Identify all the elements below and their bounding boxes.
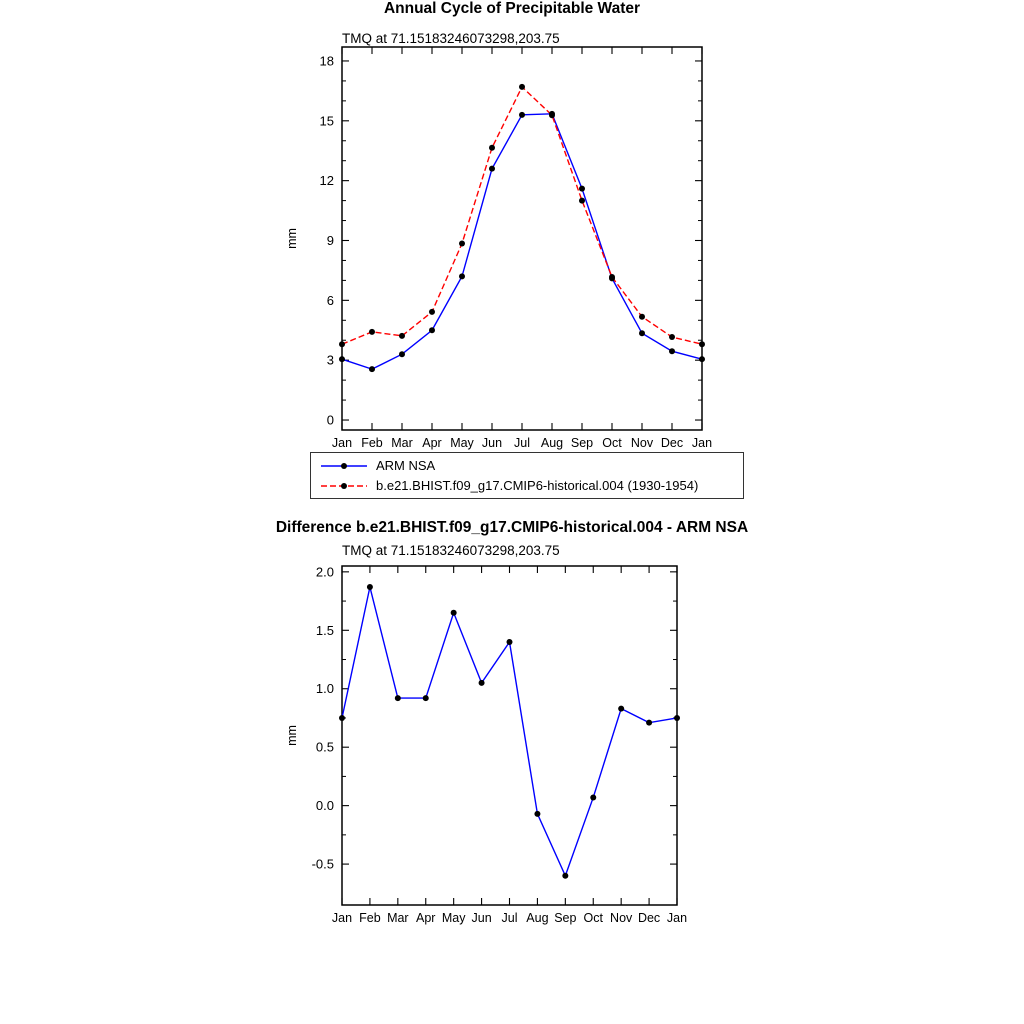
svg-text:0: 0	[326, 412, 334, 428]
difference-plot	[280, 558, 720, 933]
y-axis-label: mm	[285, 725, 299, 746]
legend	[310, 452, 744, 499]
legend-row-model	[319, 477, 735, 494]
x-axis	[332, 47, 712, 450]
svg-text:Jan: Jan	[331, 436, 353, 450]
svg-text:2.0: 2.0	[315, 564, 334, 580]
x-axis	[332, 566, 687, 925]
svg-text:0.5: 0.5	[315, 739, 334, 755]
svg-text:Jan: Jan	[331, 911, 353, 925]
series-lines	[342, 587, 677, 876]
svg-text:Jul: Jul	[501, 911, 518, 925]
svg-text:18: 18	[319, 53, 334, 69]
svg-text:Mar: Mar	[391, 436, 413, 450]
svg-text:12: 12	[319, 173, 334, 189]
svg-text:Jan: Jan	[691, 436, 713, 450]
svg-text:May: May	[441, 911, 466, 925]
svg-text:Nov: Nov	[630, 436, 654, 450]
svg-text:Feb: Feb	[359, 911, 381, 925]
svg-text:Jun: Jun	[481, 436, 503, 450]
arm-nsa-line-swatch	[319, 459, 369, 473]
svg-text:Aug: Aug	[526, 911, 549, 925]
svg-text:Nov: Nov	[610, 911, 633, 925]
series-markers	[339, 584, 680, 879]
legend-label-arm-nsa: ARM NSA	[376, 458, 436, 473]
svg-text:Oct: Oct	[602, 436, 622, 450]
svg-text:1.5: 1.5	[315, 622, 334, 638]
annual-cycle-subtitle: TMQ at 71.15183246073298,203.75	[342, 31, 560, 46]
difference-subtitle: TMQ at 71.15183246073298,203.75	[342, 543, 560, 558]
svg-text:9: 9	[326, 232, 334, 248]
annual-cycle-title: Annual Cycle of Precipitable Water	[383, 0, 641, 17]
svg-text:1.0: 1.0	[315, 681, 334, 697]
svg-text:Sep: Sep	[570, 436, 594, 450]
svg-text:Dec: Dec	[660, 436, 684, 450]
svg-text:Apr: Apr	[416, 911, 436, 925]
plot-frame	[342, 566, 677, 905]
svg-text:3: 3	[326, 352, 334, 368]
series-lines	[342, 87, 702, 369]
svg-text:Dec: Dec	[637, 911, 661, 925]
legend-label-model: b.e21.BHIST.f09_g17.CMIP6-historical.004 (1930-1954)	[376, 478, 699, 493]
svg-text:6: 6	[326, 292, 334, 308]
svg-text:Jun: Jun	[471, 911, 492, 925]
y-axis-label: mm	[285, 228, 299, 249]
svg-text:Jul: Jul	[514, 436, 530, 450]
svg-text:Apr: Apr	[422, 436, 442, 450]
annual-cycle-plot	[280, 40, 740, 460]
plot-frame	[342, 47, 702, 430]
model-line-swatch	[319, 479, 369, 493]
svg-text:-0.5: -0.5	[311, 856, 334, 872]
svg-text:Feb: Feb	[361, 436, 383, 450]
svg-text:Mar: Mar	[387, 911, 409, 925]
svg-text:May: May	[450, 436, 474, 450]
svg-text:15: 15	[319, 113, 334, 129]
svg-text:Oct: Oct	[583, 911, 603, 925]
difference-title: Difference b.e21.BHIST.f09_g17.CMIP6-historical.004 - ARM NSA	[275, 519, 749, 536]
svg-text:Sep: Sep	[554, 911, 577, 925]
series-markers	[339, 84, 705, 372]
svg-text:0.0: 0.0	[315, 798, 334, 814]
svg-text:Jan: Jan	[666, 911, 688, 925]
svg-text:Aug: Aug	[540, 436, 564, 450]
legend-row-arm-nsa	[319, 457, 735, 474]
y-axis	[312, 564, 677, 871]
